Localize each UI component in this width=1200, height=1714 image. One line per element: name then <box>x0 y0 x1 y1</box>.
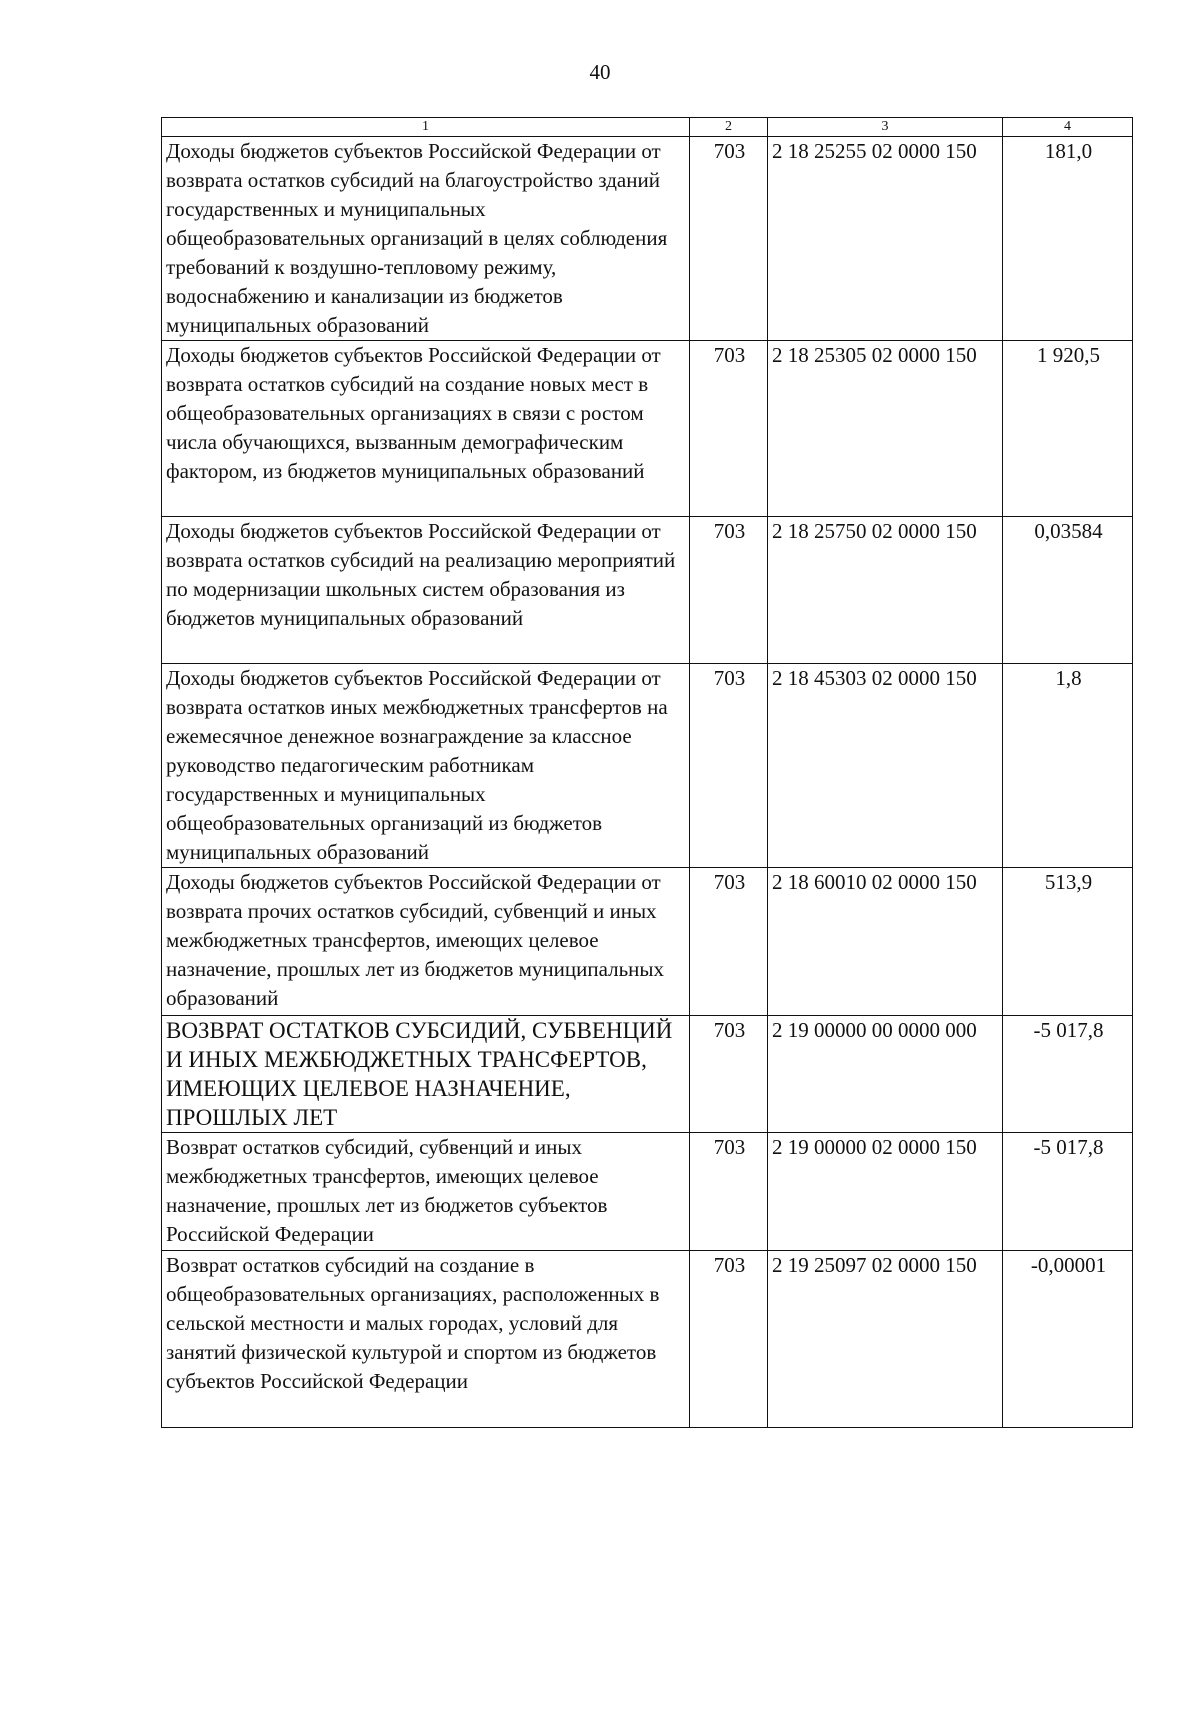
page-number: 40 <box>589 60 611 84</box>
row-admin-code: 703 <box>690 341 768 517</box>
column-header-2: 2 <box>690 118 768 137</box>
row-revenue-code: 2 18 25305 02 0000 150 <box>768 341 1003 517</box>
table-row <box>162 137 1133 341</box>
row-description: Доходы бюджетов субъектов Российской Федерации от возврата остатков субсидий на благоустройство зданий государственных и муниципальных общеобразовательных организаций в целях соблюдения требований к воздушно-тепловому режиму, водоснабжению и канализации из бюджетов муниципальных образований <box>162 137 690 341</box>
table-row <box>162 1251 1133 1428</box>
row-amount: 1,8 <box>1003 664 1133 868</box>
row-admin-code: 703 <box>690 868 768 1016</box>
row-description: Доходы бюджетов субъектов Российской Федерации от возврата остатков иных межбюджетных трансфертов на ежемесячное денежное вознаграждение за классное руководство педагогическим работникам государственных и муниципальных общеобразовательных организаций из бюджетов муниципальных образований <box>162 664 690 868</box>
table-row <box>162 341 1133 517</box>
row-admin-code: 703 <box>690 1016 768 1133</box>
row-amount: 513,9 <box>1003 868 1133 1016</box>
row-amount: -5 017,8 <box>1003 1016 1133 1133</box>
table-header-row <box>162 118 1133 137</box>
row-revenue-code: 2 19 00000 02 0000 150 <box>768 1133 1003 1251</box>
row-amount: 1 920,5 <box>1003 341 1133 517</box>
budget-revenue-table <box>161 117 1133 1428</box>
column-header-3: 3 <box>768 118 1003 137</box>
row-description: Доходы бюджетов субъектов Российской Федерации от возврата прочих остатков субсидий, субвенций и иных межбюджетных трансфертов, имеющих целевое назначение, прошлых лет из бюджетов муниципальных образований <box>162 868 690 1016</box>
row-revenue-code: 2 18 45303 02 0000 150 <box>768 664 1003 868</box>
row-admin-code: 703 <box>690 137 768 341</box>
table-row <box>162 664 1133 868</box>
column-header-1: 1 <box>162 118 690 137</box>
column-header-4: 4 <box>1003 118 1133 137</box>
row-description: Доходы бюджетов субъектов Российской Федерации от возврата остатков субсидий на реализацию мероприятий по модернизации школьных систем образования из бюджетов муниципальных образований <box>162 517 690 664</box>
row-revenue-code: 2 19 00000 00 0000 000 <box>768 1016 1003 1133</box>
row-revenue-code: 2 18 25750 02 0000 150 <box>768 517 1003 664</box>
row-description: ВОЗВРАТ ОСТАТКОВ СУБСИДИЙ, СУБВЕНЦИЙ И ИНЫХ МЕЖБЮДЖЕТНЫХ ТРАНСФЕРТОВ, ИМЕЮЩИХ ЦЕЛЕВОЕ НАЗНАЧЕНИЕ, ПРОШЛЫХ ЛЕТ <box>162 1016 690 1133</box>
row-revenue-code: 2 18 25255 02 0000 150 <box>768 137 1003 341</box>
row-revenue-code: 2 18 60010 02 0000 150 <box>768 868 1003 1016</box>
row-amount: -5 017,8 <box>1003 1133 1133 1251</box>
row-admin-code: 703 <box>690 1251 768 1428</box>
row-admin-code: 703 <box>690 517 768 664</box>
row-revenue-code: 2 19 25097 02 0000 150 <box>768 1251 1003 1428</box>
row-amount: 0,03584 <box>1003 517 1133 664</box>
row-admin-code: 703 <box>690 664 768 868</box>
row-description: Доходы бюджетов субъектов Российской Федерации от возврата остатков субсидий на создание новых мест в общеобразовательных организациях в связи с ростом числа обучающихся, вызванным демографическим фактором, из бюджетов муниципальных образований <box>162 341 690 517</box>
table-row <box>162 1016 1133 1133</box>
row-description: Возврат остатков субсидий на создание в общеобразовательных организациях, расположенных в сельской местности и малых городах, условий для занятий физической культурой и спортом из бюджетов субъектов Российской Федерации <box>162 1251 690 1428</box>
row-amount: -0,00001 <box>1003 1251 1133 1428</box>
table-row <box>162 517 1133 664</box>
row-admin-code: 703 <box>690 1133 768 1251</box>
row-amount: 181,0 <box>1003 137 1133 341</box>
table-row <box>162 868 1133 1016</box>
table-row <box>162 1133 1133 1251</box>
row-description: Возврат остатков субсидий, субвенций и иных межбюджетных трансфертов, имеющих целевое назначение, прошлых лет из бюджетов субъектов Российской Федерации <box>162 1133 690 1251</box>
